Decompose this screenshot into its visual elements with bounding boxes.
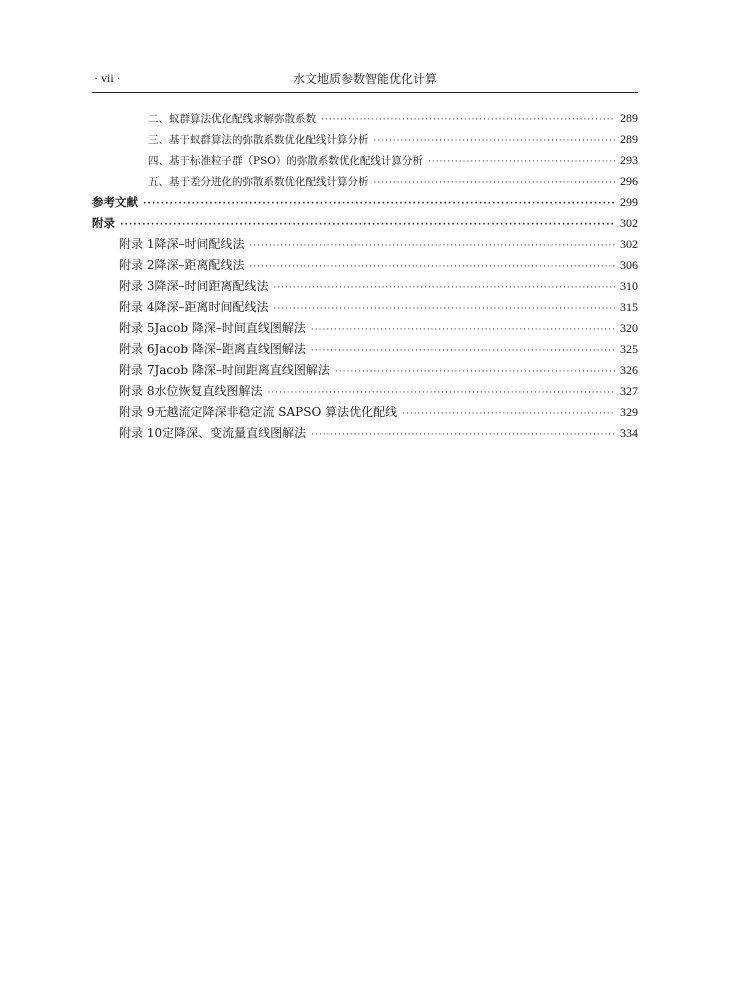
dot-leader xyxy=(143,194,615,215)
dot-leader xyxy=(249,257,615,278)
appendix-number: 附录 10 xyxy=(119,426,163,440)
dot-leader xyxy=(402,404,615,425)
toc-entry-title: 四、基于标准粒子群（PSO）的弥散系数优化配线计算分析 xyxy=(148,155,423,167)
dot-leader xyxy=(374,173,616,194)
toc-entry-page: 289 xyxy=(620,132,638,146)
appendix-number: 附录 7 xyxy=(119,363,155,377)
toc-entry-appendix-item[interactable] xyxy=(92,255,638,276)
toc-entry-title: 无越流定降深非稳定流 SAPSO 算法优化配线 xyxy=(154,405,398,419)
toc-entry-appendix-item[interactable] xyxy=(92,234,638,255)
appendix-number: 附录 9 xyxy=(119,405,155,419)
toc-entry-page: 296 xyxy=(620,174,638,188)
toc-entry-appendix-item[interactable] xyxy=(92,381,638,402)
toc-entry-page: 326 xyxy=(620,363,638,377)
toc-entry[interactable] xyxy=(92,150,638,171)
appendix-number: 附录 1 xyxy=(119,237,155,251)
appendix-number: 附录 4 xyxy=(119,300,155,314)
toc-entry[interactable] xyxy=(92,108,638,129)
appendix-number: 附录 5 xyxy=(119,321,155,335)
toc-entry-title: 降深–距离时间配线法 xyxy=(154,300,269,314)
toc-entry-page: 302 xyxy=(620,237,638,251)
dot-leader xyxy=(335,362,615,383)
toc-entry-page: 329 xyxy=(620,405,638,419)
toc-entry-title: 二、蚁群算法优化配线求解弥散系数 xyxy=(148,113,316,125)
page-header xyxy=(92,68,638,93)
toc-entry-title: Jacob 降深–时间直线图解法 xyxy=(154,321,306,335)
toc-entry-page: 310 xyxy=(620,279,638,293)
toc-entry-title: 参考文献 xyxy=(92,195,138,209)
toc-entry-title: 三、基于蚁群算法的弥散系数优化配线计算分析 xyxy=(148,134,369,146)
toc-entry-title: 五、基于差分进化的弥散系数优化配线计算分析 xyxy=(148,176,369,188)
toc-entry-appendix[interactable] xyxy=(92,213,638,234)
toc-entry-appendix-item[interactable] xyxy=(92,402,638,423)
toc-entry-title: Jacob 降深–时间距离直线图解法 xyxy=(154,363,330,377)
toc-entry-page: 293 xyxy=(620,153,638,167)
dot-leader xyxy=(374,131,616,152)
dot-leader xyxy=(120,215,615,236)
appendix-number: 附录 8 xyxy=(119,384,155,398)
book-title: 水文地质参数智能优化计算 xyxy=(292,72,437,86)
toc-entry[interactable] xyxy=(92,171,638,192)
toc-entry-page: 327 xyxy=(620,384,638,398)
dot-leader xyxy=(428,152,615,173)
toc-entry[interactable] xyxy=(92,129,638,150)
dot-leader xyxy=(311,341,615,362)
toc-entry-appendix-item[interactable] xyxy=(92,318,638,339)
toc-entry-appendix-item[interactable] xyxy=(92,360,638,381)
toc-entry-page: 315 xyxy=(620,300,638,314)
toc-entry-appendix-item[interactable] xyxy=(92,339,638,360)
appendix-number: 附录 3 xyxy=(119,279,155,293)
dot-leader xyxy=(249,236,615,257)
table-of-contents xyxy=(92,108,638,444)
toc-entry-page: 320 xyxy=(620,321,638,335)
toc-entry-appendix-item[interactable] xyxy=(92,276,638,297)
toc-entry-page: 306 xyxy=(620,258,638,272)
toc-entry-page: 299 xyxy=(620,195,638,209)
appendix-number: 附录 6 xyxy=(119,342,155,356)
appendix-number: 附录 2 xyxy=(119,258,155,272)
toc-entry-page: 334 xyxy=(620,426,638,440)
toc-entry-appendix-item[interactable] xyxy=(92,297,638,318)
toc-entry-title: 水位恢复直线图解法 xyxy=(154,384,263,398)
toc-entry-title: 降深–距离配线法 xyxy=(154,258,245,272)
toc-entry-title: 降深–时间距离配线法 xyxy=(154,279,269,293)
toc-entry-page: 289 xyxy=(620,111,638,125)
toc-entry-title: 附录 xyxy=(92,216,115,230)
toc-entry-title: 定降深、变流量直线图解法 xyxy=(162,426,307,440)
toc-entry-page: 302 xyxy=(620,216,638,230)
toc-entry-appendix-item[interactable] xyxy=(92,423,638,444)
dot-leader xyxy=(321,110,615,131)
dot-leader xyxy=(273,278,615,299)
toc-entry-title: Jacob 降深–距离直线图解法 xyxy=(154,342,306,356)
dot-leader xyxy=(311,320,615,341)
toc-entry-page: 325 xyxy=(620,342,638,356)
page-number: · vii · xyxy=(94,71,121,85)
toc-entry-title: 降深–时间配线法 xyxy=(154,237,245,251)
dot-leader xyxy=(311,425,615,446)
dot-leader xyxy=(267,383,615,404)
dot-leader xyxy=(273,299,615,320)
toc-entry-references[interactable] xyxy=(92,192,638,213)
